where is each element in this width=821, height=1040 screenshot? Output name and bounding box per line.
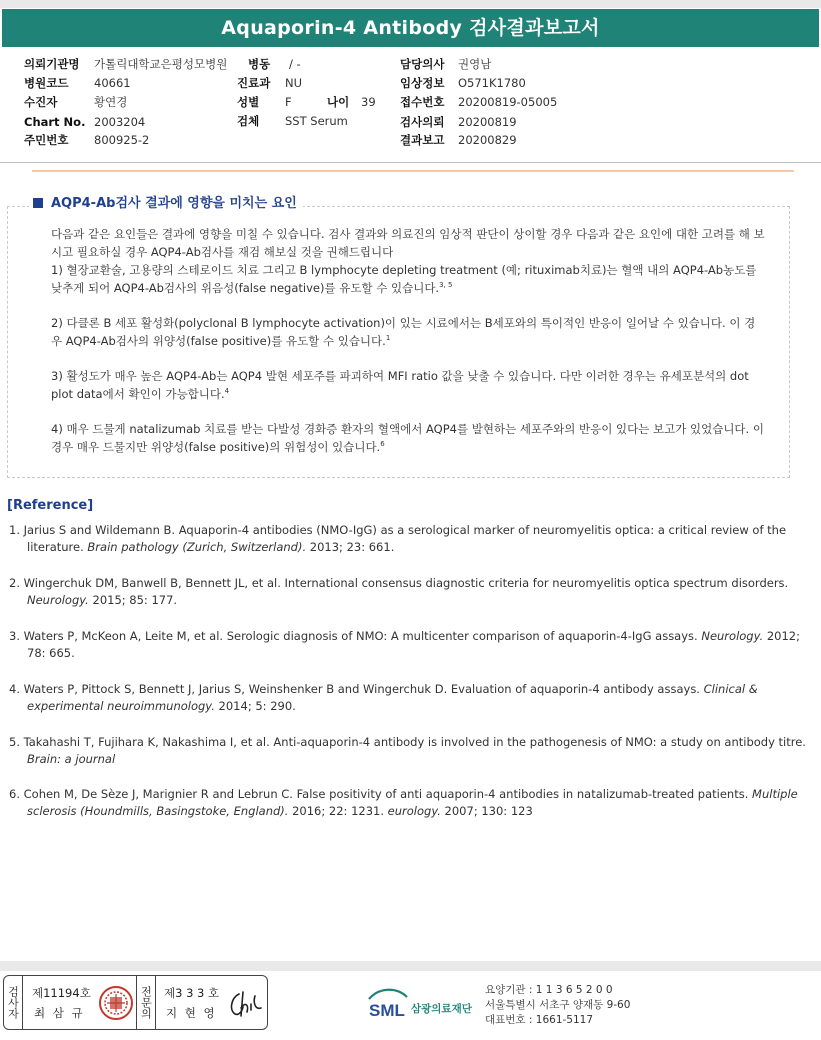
reference-item — [9, 786, 814, 820]
signature-box — [3, 975, 268, 1030]
hospital-code-label: 병원코드 — [24, 76, 69, 90]
specimen-label: 검체 — [237, 114, 260, 128]
id-label: 주민번호 — [24, 133, 69, 147]
specimen-value: SST Serum — [285, 114, 348, 128]
ward-value: / - — [289, 57, 301, 71]
receipt-value: 20200819-05005 — [458, 95, 558, 109]
logo-abbr: SML — [369, 1001, 405, 1020]
specialist-label-text: 전문의 — [139, 986, 153, 1019]
factor-item-3 — [51, 367, 766, 403]
reference-item — [9, 575, 814, 609]
specialist-label — [136, 976, 156, 1029]
reference-tail: 2012; 78: 665. — [27, 629, 800, 660]
signature-icon — [225, 988, 263, 1020]
reference-item — [9, 681, 814, 715]
chart-label: Chart No. — [24, 115, 86, 129]
clinical-label: 임상정보 — [400, 76, 445, 90]
factor-item-4-citation: 6 — [380, 440, 385, 449]
footer-bar — [0, 961, 821, 971]
header-divider — [0, 162, 821, 163]
factor-item-1-text: 1) 혈장교환술, 고용량의 스테로이드 치료 그리고 B lymphocyte depleting treatment (예; rituximab치료)는 혈액 내의 AQP4-Ab농도를 낮추게 되어 AQP4-Ab검사의 위음성(false negative)를 유도할 수 있습니다. — [51, 263, 757, 295]
doctor-label: 담당의사 — [400, 57, 445, 71]
factor-item-2-citation: 1 — [385, 334, 391, 343]
report-title: Aquaporin-4 Antibody 검사결과보고서 — [2, 9, 819, 47]
reference-journal: Multiple sclerosis (Houndmills, Basingstoke, England). — [27, 787, 798, 818]
address: 서울특별시 서초구 양재동 9-60 — [485, 999, 631, 1011]
examiner-seal-icon — [98, 985, 134, 1021]
report-label: 결과보고 — [400, 133, 445, 147]
sml-logo — [367, 985, 479, 1025]
factor-item-3-citation: 4 — [224, 387, 230, 396]
factor-item-4-text: 4) 매우 드물게 natalizumab 치료를 받는 다발성 경화증 환자의 혈액에서 AQP4를 발현하는 세포주와의 반응이 있다는 보고가 있었습니다. 이 경우 매우 드물지만 위양성(false positive)의 위험성이 있습니다. — [51, 422, 764, 454]
factors-intro: 다음과 같은 요인들은 결과에 영향을 미칠 수 있습니다. 검사 결과와 의료진의 임상적 판단이 상이할 경우 다음과 같은 요인에 대한 고려를 해 보시고 필요하실 경우 AQP4-Ab검사를 재검 해보실 것을 권해드립니다 — [51, 227, 765, 259]
reference-text: 4. Waters P, Pittock S, Bennett J, Jarius S, Weinshenker B and Wingerchuk D. Evaluation of aquaporin-4 antibody assays. — [9, 682, 700, 696]
institution-label: 의뢰기관명 — [24, 57, 80, 71]
reference-journal: Neurology. — [27, 593, 89, 607]
clinical-value: O571K1780 — [458, 76, 526, 90]
age-label: 나이 — [327, 95, 350, 109]
reference-tail: 2015; 85: 177. — [92, 593, 178, 607]
reference-heading: [Reference] — [7, 498, 94, 513]
reference-journal: Brain pathology (Zurich, Switzerland). — [87, 540, 307, 554]
specialist-name: 지 현 영 — [166, 1006, 217, 1020]
reference-text: 6. Cohen M, De Sèze J, Marignier R and Lebrun C. False positivity of anti aquaporin-4 antibodies in natalizumab-treated patients. — [9, 787, 749, 801]
reference-text: 5. Takahashi T, Fujihara K, Nakashima I, et al. Anti-aquaporin-4 antibody is involved in the pathogenesis of NMO: a study on antibody titre. — [9, 735, 806, 749]
reference-text: 3. Waters P, McKeon A, Leite M, et al. Serologic diagnosis of NMO: A multicenter comparison of aquaporin-4-IgG assays. — [9, 629, 698, 643]
age-value: 39 — [361, 95, 376, 109]
reference-text: 1. Jarius S and Wildemann B. Aquaporin-4 antibodies (NMO-IgG) as a serological marker of neuromyelitis optica: a critical review of the literature. — [9, 523, 787, 554]
request-label: 검사의뢰 — [400, 115, 445, 129]
org-code: 요양기관 : 1 1 3 6 5 2 0 0 — [485, 984, 613, 996]
reference-tail: 2013; 23: 661. — [309, 540, 395, 554]
reference-journal: Neurology. — [701, 629, 764, 643]
reference-journal: Clinical & experimental neuroimmunology. — [27, 682, 758, 713]
reference-tail: 2016; 22: 1231. — [292, 804, 384, 818]
doctor-value: 권영남 — [458, 57, 492, 71]
square-bullet-icon — [33, 198, 43, 208]
examiner-label — [4, 976, 23, 1029]
reference-journal-2: eurology. — [387, 804, 441, 818]
factor-item-1-citation: 3, 5 — [439, 281, 453, 290]
ward-label: 병동 — [248, 57, 271, 71]
reference-text: 2. Wingerchuk DM, Banwell B, Bennett JL, et al. International consensus diagnostic criteria for neuromyelitis optica spectrum disorders. — [9, 576, 789, 590]
reference-journal: Brain: a journal — [27, 752, 116, 766]
factor-item-1 — [51, 261, 766, 297]
factor-item-3-text: 3) 활성도가 매우 높은 AQP4-Ab는 AQP4 발현 세포주를 파괴하여 MFI ratio 값을 낮출 수 있습니다. 다만 이러한 경우는 유세포분석의 dot plot data에서 확인이 가능합니다. — [51, 369, 749, 401]
department-label: 진료과 — [237, 76, 271, 90]
institution-value: 가톨릭대학교은평성모병원 — [94, 57, 228, 71]
factors-heading — [29, 193, 303, 211]
id-value: 800925-2 — [94, 133, 150, 147]
reference-item — [9, 628, 814, 662]
top-margin-bar — [0, 0, 821, 8]
report-value: 20200829 — [458, 133, 517, 147]
logo-name: 삼광의료재단 — [411, 1003, 472, 1015]
department-value: NU — [285, 76, 303, 90]
factor-item-2-text: 2) 다클론 B 세포 활성화(polyclonal B lymphocyte activation)이 있는 시료에서는 B세포와의 특이적인 반응이 일어날 수 있습니다. 이 경우 AQP4-Ab검사의 위양성(false positive)를 유도할 수 있습니다. — [51, 316, 756, 348]
specialist-license: 제3 3 3 호 — [164, 986, 220, 1000]
examiner-label-text: 검사자 — [6, 986, 20, 1019]
section-divider — [32, 170, 794, 172]
reference-item — [9, 734, 814, 768]
patient-value: 황연경 — [94, 95, 128, 109]
contact-info — [485, 983, 630, 1028]
examiner-license: 제11194호 — [32, 986, 91, 1000]
receipt-label: 접수번호 — [400, 95, 445, 109]
phone: 대표번호 : 1661-5117 — [485, 1014, 594, 1026]
reference-tail-2: 2007; 130: 123 — [444, 804, 533, 818]
reference-tail: 2014; 5: 290. — [218, 699, 296, 713]
hospital-code-value: 40661 — [94, 76, 131, 90]
sex-label: 성별 — [237, 95, 260, 109]
chart-value: 2003204 — [94, 115, 146, 129]
patient-label: 수진자 — [24, 95, 58, 109]
request-value: 20200819 — [458, 115, 517, 129]
factors-title: AQP4-Ab검사 결과에 영향을 미치는 요인 — [51, 196, 297, 211]
examiner-name: 최 삼 규 — [34, 1006, 85, 1020]
factor-item-4 — [51, 420, 766, 456]
sex-value: F — [285, 95, 292, 109]
factor-item-2 — [51, 314, 766, 350]
reference-item — [9, 522, 814, 556]
